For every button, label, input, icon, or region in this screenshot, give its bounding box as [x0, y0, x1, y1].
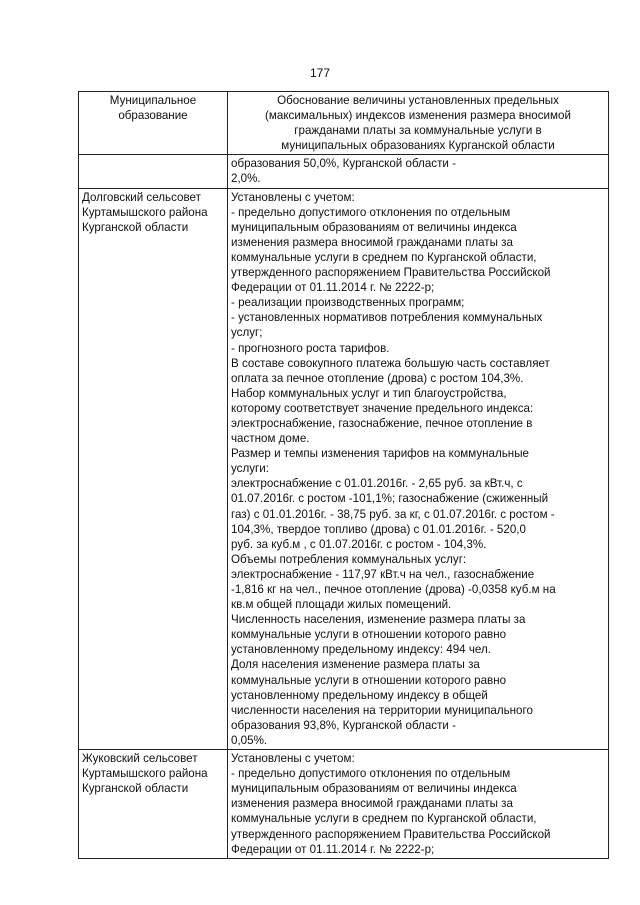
header-justification-line: муниципальных образованиях Курганской области	[281, 139, 555, 153]
header-municipality-line: Муниципальное	[109, 94, 197, 107]
justification-line: коммунальные услуги в отношении которого равно	[231, 673, 507, 687]
justification-line: коммунальные услуги в отношении которого равно	[231, 628, 507, 642]
justification-line: Федерации от 01.11.2014 г. № 2222-р;	[231, 842, 435, 856]
header-justification-line: гражданами платы за коммунальные услуги в	[294, 124, 542, 138]
justification-line: В составе совокупного платежа большую часть составляет	[231, 356, 550, 370]
table-row	[79, 750, 609, 859]
justification-line: муниципальным образованиям от величины индекса	[231, 220, 517, 234]
page-number: 177	[309, 66, 331, 80]
justification-line: которому соответствует значение предельного индекса:	[231, 401, 534, 415]
justification-line: коммунальные услуги в среднем по Курганской области,	[231, 812, 537, 826]
header-justification-cell	[228, 92, 609, 155]
table-row	[79, 155, 609, 188]
justification-line: - прогнозного роста тарифов.	[231, 341, 390, 355]
justification-line: численности населения на территории муниципального	[231, 703, 533, 717]
justification-line: установленному предельному индексу в общей	[231, 688, 488, 702]
municipality-line: Куртамышского района	[82, 205, 208, 219]
justification-line: Установлены с учетом:	[231, 190, 355, 204]
justification-line: услуги:	[231, 462, 269, 476]
justification-line: 2,0%.	[231, 172, 261, 186]
justification-line: муниципальным образованиям от величины индекса	[231, 782, 517, 796]
justification-line: электроснабжение - 117,97 кВт.ч на чел., газоснабжение	[231, 567, 535, 581]
justification-line: - установленных нормативов потребления коммунальных	[231, 311, 543, 325]
justification-line: Доля населения изменение размера платы за	[231, 658, 480, 672]
justification-line: утвержденного распоряжением Правительства Российской	[231, 827, 551, 841]
table-row	[79, 188, 609, 749]
justification-cell	[228, 188, 609, 749]
justification-line: коммунальные услуги в среднем по Курганской области,	[231, 250, 537, 264]
justification-line: руб. за куб.м , с 01.07.2016г. с ростом - 104,3%.	[231, 537, 487, 551]
justification-line: - реализации производственных программ;	[231, 296, 465, 310]
justification-line: Установлены с учетом:	[231, 752, 355, 766]
municipality-cell	[79, 188, 228, 749]
justification-line: оплата за печное отопление (дрова) с ростом 104,3%.	[231, 371, 524, 385]
justification-line: изменения размера вносимой гражданами платы за	[231, 797, 513, 811]
justification-cell	[228, 750, 609, 859]
municipality-line: Куртамышского района	[82, 767, 208, 781]
municipality-line: Курганской области	[82, 220, 189, 234]
municipality-cell	[79, 155, 228, 188]
justification-line: -1,816 кг на чел., печное отопление (дрова) -0,0358 куб.м на	[231, 583, 556, 596]
header-justification-line: (максимальных) индексов изменения размера вносимой	[265, 109, 571, 123]
justification-line: Численность населения, изменение размера платы за	[231, 613, 526, 627]
justification-line: Федерации от 01.11.2014 г. № 2222-р;	[231, 281, 435, 295]
justification-line: - предельно допустимого отклонения по отдельным	[231, 205, 511, 219]
municipality-line: Жуковский сельсовет	[82, 752, 198, 766]
table-body	[79, 155, 609, 858]
justification-line: электроснабжение с 01.01.2016г. - 2,65 руб. за кВт.ч, с	[231, 477, 523, 491]
justification-line: услуг;	[231, 326, 263, 340]
table-header-row	[79, 92, 609, 155]
justification-line: изменения размера вносимой гражданами платы за	[231, 235, 513, 249]
justification-cell	[228, 155, 609, 188]
municipality-cell	[79, 750, 228, 859]
justification-line: установленному предельному индексу: 494 чел.	[231, 643, 491, 657]
justification-line: 104,3%, твердое топливо (дрова) с 01.01.2016г. - 520,0	[231, 522, 526, 536]
justification-line: Размер и темпы изменения тарифов на коммунальные	[231, 447, 529, 461]
justification-line: образования 93,8%, Курганской области -	[231, 718, 456, 732]
justification-line: - предельно допустимого отклонения по отдельным	[231, 767, 511, 781]
justification-line: 0,05%.	[231, 733, 268, 747]
header-municipality-line: образование	[118, 109, 188, 123]
justification-line: газ) с 01.01.2016г. - 38,75 руб. за кг, с 01.07.2016г. с ростом -	[231, 507, 555, 521]
justification-line: 01.07.2016г. с ростом -101,1%; газоснабжение (сжиженный	[231, 492, 549, 506]
justification-line: образования 50,0%, Курганской области -	[231, 157, 456, 171]
municipality-line: Курганской области	[82, 782, 189, 796]
tariff-justification-table	[78, 91, 609, 859]
justification-line: Набор коммунальных услуг и тип благоустройства,	[231, 386, 507, 400]
justification-line: электроснабжение, газоснабжение, печное отопление в	[231, 416, 533, 430]
justification-line: утвержденного распоряжением Правительства Российской	[231, 266, 551, 280]
header-municipality-cell	[79, 92, 228, 155]
header-justification-line: Обоснование величины установленных предельных	[277, 94, 559, 107]
justification-line: Объемы потребления коммунальных услуг:	[231, 552, 467, 566]
justification-line: частном доме.	[231, 432, 310, 446]
municipality-line: Долговский сельсовет	[82, 190, 201, 204]
justification-line: кв.м общей площади жилых помещений.	[231, 598, 452, 612]
